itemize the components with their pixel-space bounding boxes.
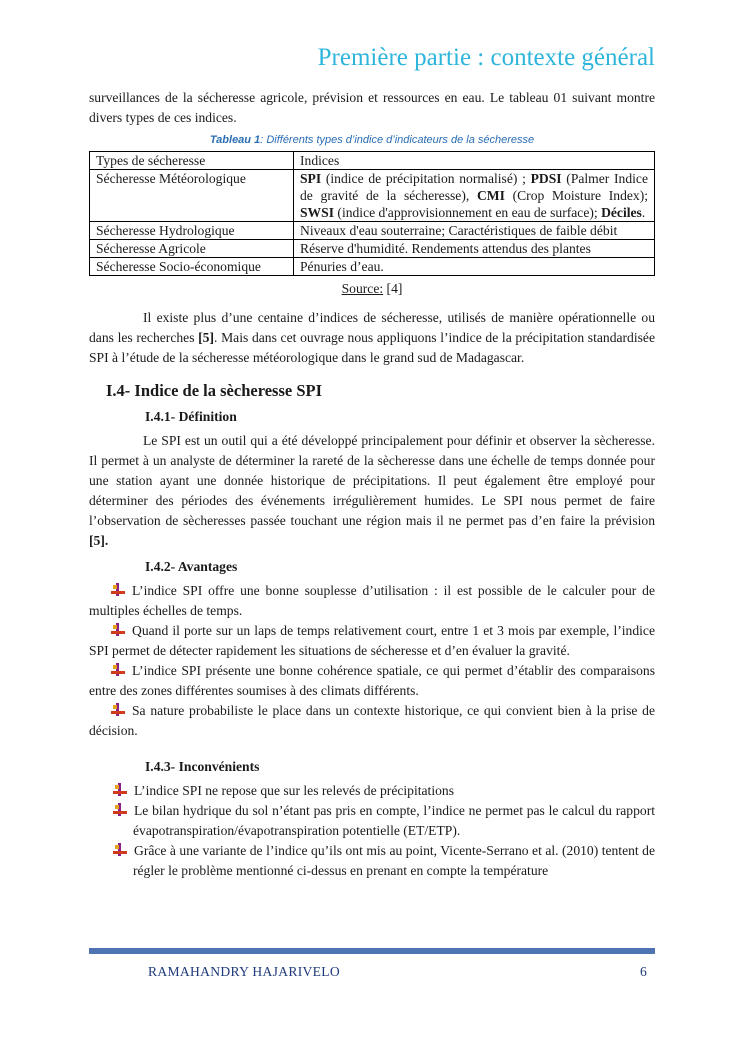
disadvantages-title: I.4.3- Inconvénients (145, 759, 260, 774)
drought-type-cell: Sécheresse Socio-économique (90, 258, 294, 276)
table-row (90, 240, 655, 258)
citation: [5]. (89, 533, 109, 548)
advantage-item (89, 661, 655, 701)
citation: [5] (198, 330, 215, 345)
index-text: Réserve d'humidité. Rendements attendus des plantes (300, 241, 591, 256)
index-name: SWSI (300, 205, 335, 220)
advantage-item (89, 621, 655, 661)
drought-index-table (89, 151, 655, 276)
table-row (90, 258, 655, 276)
table-row (90, 222, 655, 240)
bullet-icon (111, 583, 125, 596)
indices-cell (294, 222, 655, 240)
table-header-indices: Indices (294, 152, 655, 170)
page-number: 6 (640, 964, 647, 979)
bullet-icon (111, 663, 125, 676)
disadvantages-list (89, 781, 655, 881)
bullet-icon (111, 703, 125, 716)
advantages-list (89, 581, 655, 741)
bullet-icon (113, 843, 127, 856)
index-text: Pénuries d’eau. (300, 259, 384, 274)
index-name: SPI (300, 171, 322, 186)
footer-author: RAMAHANDRY HAJARIVELO (148, 964, 340, 979)
indices-cell (294, 170, 655, 222)
table-caption (89, 133, 655, 147)
index-text: (Palmer Indice de gravité de la sécheresse), (300, 171, 648, 203)
advantage-item (89, 581, 655, 621)
disadvantage-text: Le bilan hydrique du sol n’étant pas pris en compte, l’indice ne permet pas le calcul du rapport évapotranspiration/évapotranspiration potentielle (ET/ETP). (133, 803, 655, 838)
section-title: I.4- Indice de la sècheresse SPI (106, 381, 323, 400)
paragraph-indices (89, 308, 655, 368)
bullet-icon (111, 623, 125, 636)
paragraph-text: Il existe plus d’une centaine d’indices de sécheresse, utilisés de manière opérationnelle ou dans les recherches (89, 310, 655, 345)
table-header-row (90, 152, 655, 170)
indices-cell (294, 240, 655, 258)
table-caption-text: : Différents types d’indice d’indicateurs de la sécheresse (260, 134, 535, 146)
indices-cell (294, 258, 655, 276)
bullet-icon (113, 783, 127, 796)
index-text: (Crop Moisture Index); (504, 188, 649, 203)
index-text: . (641, 205, 646, 220)
footer-bar (89, 948, 655, 954)
table-row (90, 170, 655, 222)
page-content (89, 88, 655, 881)
advantage-text: L’indice SPI offre une bonne souplesse d’utilisation : il est possible de le calculer pour de multiples échelles de temps. (89, 583, 655, 618)
definition-title: I.4.1- Définition (145, 409, 237, 424)
page-header-title: Première partie : contexte général (317, 44, 655, 71)
definition-text: Le SPI est un outil qui a été développé principalement pour définir et observer la sècheresse. Il permet à un analyste de déterminer la rareté de la sècheresse dans une échelle de temps donnée pour une station ayant une donnée historique de précipitations. Il peut également être employé pour déterminer des périodes des événements irrégulièrement humides. Le SPI nous permet de faire l’observation de sècheresses passée touchant une région mais il ne permet pas d’en faire la prévision (89, 433, 655, 528)
drought-type-cell: Sécheresse Météorologique (90, 170, 294, 222)
advantages-title: I.4.2- Avantages (145, 559, 238, 574)
disadvantage-text: L’indice SPI ne repose que sur les relevés de précipitations (134, 783, 454, 798)
disadvantage-item (89, 781, 655, 801)
advantage-text: Sa nature probabiliste le place dans un contexte historique, ce qui convient bien à la prise de décision. (89, 703, 655, 738)
table-caption-label: Tableau 1 (209, 134, 261, 146)
index-name: PDSI (530, 171, 562, 186)
source-label: Source: (341, 281, 384, 296)
advantage-item (89, 701, 655, 741)
drought-type-cell: Sécheresse Agricole (90, 240, 294, 258)
disadvantage-item (89, 801, 655, 841)
index-text: (indice de précipitation normalisé) ; (321, 171, 531, 186)
source-ref: [4] (383, 281, 403, 296)
index-text: (indice d'approvisionnement en eau de surface); (334, 205, 602, 220)
disadvantage-item (89, 841, 655, 881)
table-header-types: Types de sécheresse (90, 152, 294, 170)
advantage-text: L’indice SPI présente une bonne cohérence spatiale, ce qui permet d’établir des comparaisons entre des zones différentes soumises à des climats différents. (89, 663, 655, 698)
intro-paragraph: surveillances de la sécheresse agricole, prévision et ressources en eau. Le tableau 01 suivant montre divers types de ces indices. (89, 90, 655, 125)
index-name: CMI (476, 188, 505, 203)
bullet-icon (113, 803, 127, 816)
table-source (89, 279, 655, 299)
advantage-text: Quand il porte sur un laps de temps relativement court, entre 1 et 3 mois par exemple, l’indice SPI permet de détecter rapidement les situations de sécheresse et d’en évaluer la gravité. (89, 623, 655, 658)
disadvantage-text: Grâce à une variante de l’indice qu’ils ont mis au point, Vicente-Serrano et al. (2010) tentent de régler le problème mentionné ci-dessus en prenant en compte la température (133, 843, 655, 878)
definition-paragraph (89, 431, 655, 551)
index-name: Déciles (601, 205, 642, 220)
paragraph-text-end: . Mais dans cet ouvrage nous appliquons l’indice de la précipitation standardisée SPI à l’étude de la sécheresse météorologique dans le grand sud de Madagascar. (89, 330, 655, 365)
drought-type-cell: Sécheresse Hydrologique (90, 222, 294, 240)
index-text: Niveaux d'eau souterraine; Caractéristiques de faible débit (300, 223, 618, 238)
